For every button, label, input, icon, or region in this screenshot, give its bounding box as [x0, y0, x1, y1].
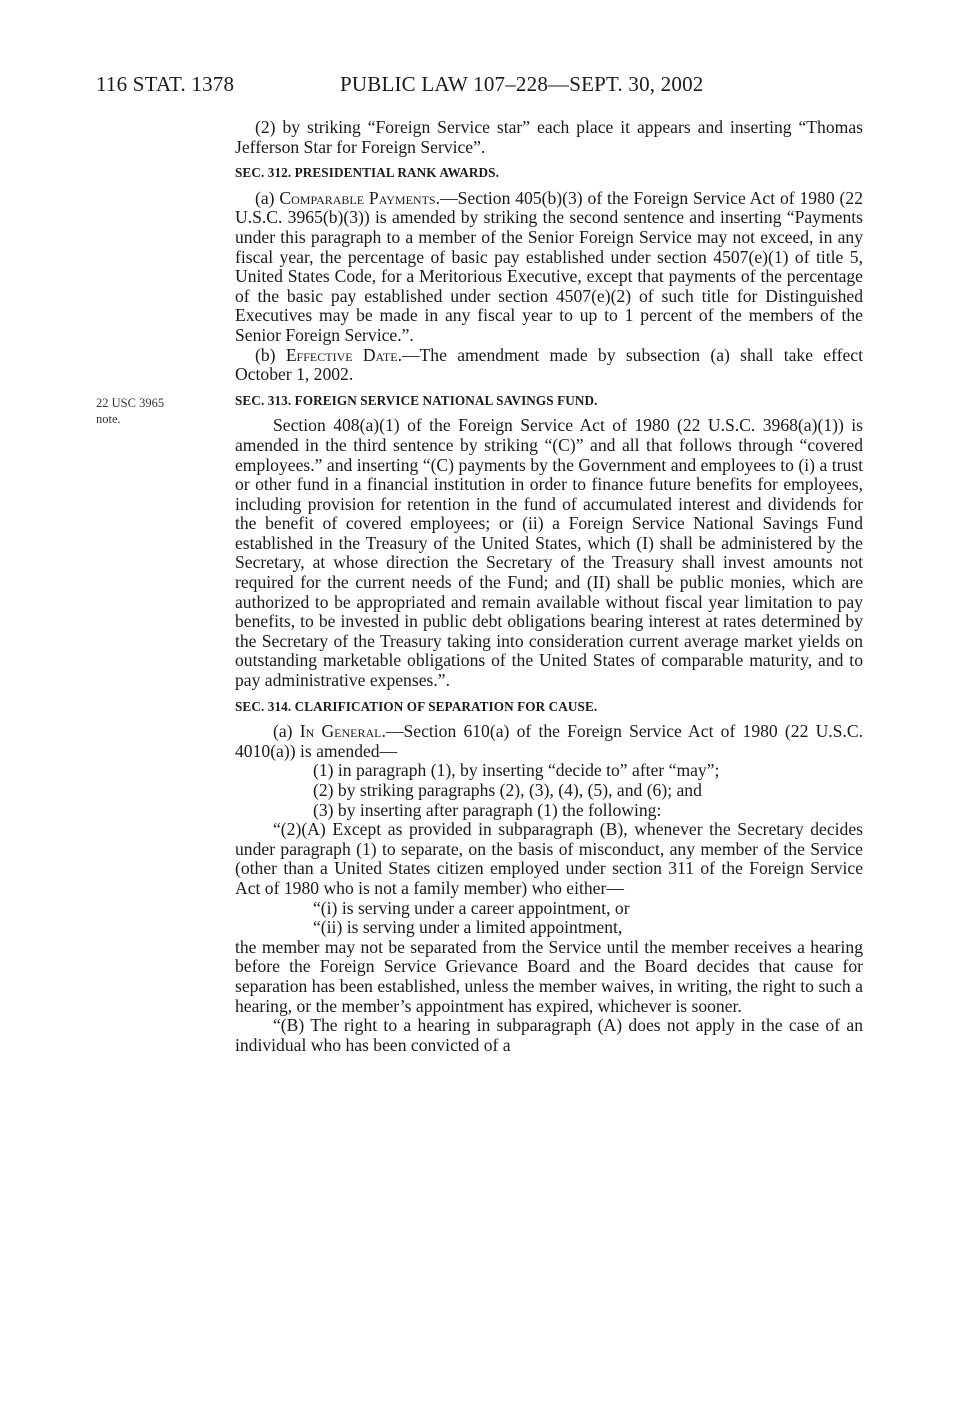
section-312-subsection-a	[235, 189, 863, 346]
section-312-subsection-b	[235, 346, 863, 385]
section-314-continuation: the member may not be separated from the Service until the member receives a hearing before the Foreign Service Grievance Board and the Board decides that cause for separation has been established, unless the member waives, in writing, the right to such a hearing, or the member’s appointment has expired, whichever is sooner.	[235, 936, 863, 1016]
section-314-clause-i: “(i) is serving under a career appointment, or	[313, 897, 630, 918]
subsection-heading: Effective Date	[285, 344, 398, 365]
subsection-heading: In General	[299, 721, 382, 742]
section-314-paragraph-3: (3) by inserting after paragraph (1) the following:	[313, 799, 662, 820]
subsection-label: (b)	[255, 344, 286, 365]
intro-paragraph: (2) by striking “Foreign Service star” each place it appears and inserting “Thomas Jefferson Star for Foreign Service”.	[235, 117, 863, 157]
document-body	[235, 118, 863, 1055]
section-314-heading: SEC. 314. CLARIFICATION OF SEPARATION FOR CAUSE.	[235, 698, 598, 714]
subsection-label: (a)	[273, 721, 300, 742]
statute-page-number: 116 STAT. 1378	[96, 72, 235, 96]
public-law-title: PUBLIC LAW 107–228—SEPT. 30, 2002	[340, 72, 704, 96]
subsection-heading: Comparable Payments	[279, 187, 436, 208]
section-312-heading: SEC. 312. PRESIDENTIAL RANK AWARDS.	[235, 165, 500, 181]
margin-note	[96, 395, 164, 427]
section-314-paragraph-2: (2) by striking paragraphs (2), (3), (4), (5), and (6); and	[313, 780, 702, 800]
margin-note-citation: 22 USC 3965	[96, 396, 165, 410]
subsection-text: .—Section 405(b)(3) of the Foreign Service Act of 1980 (22 U.S.C. 3965(b)(3)) is amended by striking the second sentence and inserting “Payments under this paragraph to a member of the Senior Foreign Service may not exceed, in any fiscal year, the percentage of basic pay established under section 4507(e)(1) of title 5, United States Code, for a Meritorious Executive, except that payments of the percentage of the basic pay established under section 4507(e)(2) of such title for Distinguished Executives may be made in any fiscal year to up to 1 percent of the members of the Senior Foreign Service.”.	[235, 187, 863, 345]
section-313-heading: SEC. 313. FOREIGN SERVICE NATIONAL SAVINGS FUND.	[235, 392, 598, 408]
section-314-subsection-a	[235, 722, 863, 761]
section-314-clause-ii: “(ii) is serving under a limited appointment,	[313, 917, 623, 938]
section-313-body: Section 408(a)(1) of the Foreign Service Act of 1980 (22 U.S.C. 3968(a)(1)) is amended in the third sentence by striking “(C)” and all that follows through “covered employees.” and inserting “(C) payments by the Government and employees to (i) a trust or other fund in a financial institution in order to finance future benefits for employees, including provision for retention in the fund of accumulated interest and dividends for the benefit of covered employees; or (ii) a Foreign Service National Savings Fund established in the Treasury of the United States, which (I) shall be administered by the Secretary, at whose direction the Secretary of the Treasury shall invest amounts not required for the current needs of the Fund; and (II) shall be public monies, which are authorized to be appropriated and remain available without fiscal year limitation to pay benefits, to be invested in public debt obligations bearing interest at rates determined by the Secretary of the Treasury taking into consideration current average market yields on outstanding marketable obligations of the United States of comparable maturity, and to pay administrative expenses.”.	[235, 415, 863, 691]
subsection-text: .—Section 610(a) of the Foreign Service Act of 1980 (22 U.S.C. 4010(a)) is amended—	[235, 721, 863, 761]
subsection-label: (a)	[255, 187, 280, 208]
margin-note-suffix: note.	[96, 412, 121, 426]
section-314-subparagraph-B: “(B) The right to a hearing in subparagraph (A) does not apply in the case of an individual who has been convicted of a	[235, 1015, 863, 1055]
section-314-paragraph-1: (1) in paragraph (1), by inserting “decide to” after “may”;	[313, 760, 720, 781]
section-314-subparagraph-A: “(2)(A) Except as provided in subparagraph (B), whenever the Secretary decides under paragraph (1) to separate, on the basis of misconduct, any member of the Service (other than a United States citizen employed under section 311 of the Foreign Service Act of 1980 who is not a family member) who either—	[235, 819, 863, 898]
subsection-text: .—The amendment made by subsection (a) shall take effect October 1, 2002.	[235, 344, 863, 385]
